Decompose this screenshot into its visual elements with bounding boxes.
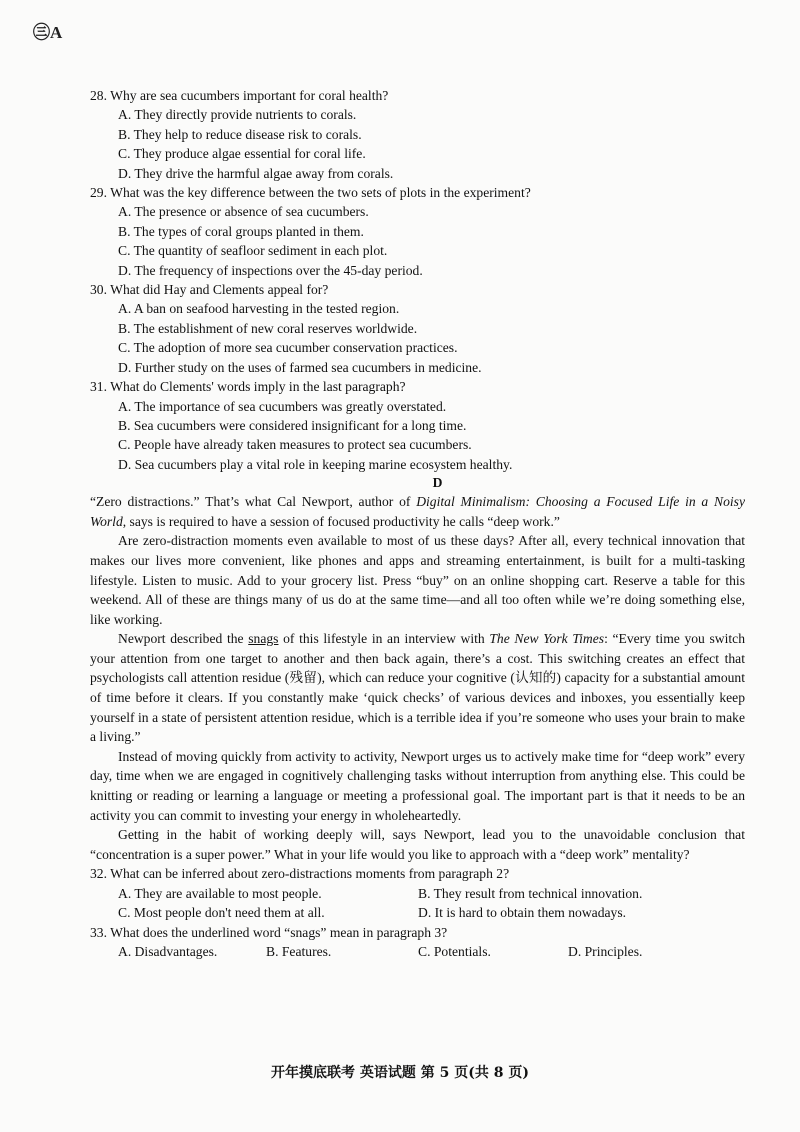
- p3-text-b: of this lifestyle in an interview with: [278, 631, 490, 647]
- page-footer: 开年摸底联考 英语试题 第 5 页(共 8 页): [271, 1065, 529, 1081]
- exam-corner-mark: ㊂A: [33, 23, 63, 42]
- question-28-stem: 28. Why are sea cucumbers important for coral health?: [90, 88, 389, 103]
- question-30-stem: 30. What did Hay and Clements appeal for?: [90, 282, 329, 298]
- question-30-option-a: A. A ban on seafood harvesting in the tested region.: [118, 301, 400, 317]
- question-32-stem: 32. What can be inferred about zero-distractions moments from paragraph 2?: [90, 866, 510, 882]
- passage-paragraph-4: Instead of moving quickly from activity to activity, Newport urges us to actively make time for “deep work” every day, time when we are engaged in cognitively challenging tasks without interruption from anything else. This could be knitting or reading or learning a language or meeting a professional goal. The important part is that it needs to be an activity you can commit to investing your energy in wholeheartedly.: [90, 748, 745, 823]
- question-33-stem: 33. What does the underlined word “snags” mean in paragraph 3?: [90, 924, 448, 940]
- newspaper-title: The New York Times: [489, 631, 605, 647]
- question-32-options-row-1: [90, 884, 745, 903]
- question-29-option-c: C. The quantity of seafloor sediment in each plot.: [118, 243, 388, 259]
- passage-paragraph-3: [90, 629, 745, 747]
- question-28-option-d: D. They drive the harmful algae away from corals.: [118, 165, 394, 181]
- exam-page: [90, 86, 745, 961]
- question-32-option-d: D. It is hard to obtain them nowadays.: [418, 905, 627, 921]
- question-30-option-c: C. The adoption of more sea cucumber conservation practices.: [118, 340, 458, 356]
- question-31-option-b: B. Sea cucumbers were considered insignificant for a long time.: [118, 417, 467, 433]
- question-32-options-row-2: [90, 903, 745, 922]
- question-29-stem: 29. What was the key difference between the two sets of plots in the experiment?: [90, 185, 531, 201]
- question-32-option-a: A. They are available to most people.: [118, 885, 322, 901]
- p1-text-a: “Zero distractions.” That’s what Cal Newport, author of: [90, 494, 417, 510]
- question-32-option-c: C. Most people don't need them at all.: [118, 905, 325, 921]
- question-33-option-b: B. Features.: [266, 944, 332, 960]
- question-30-option-d: D. Further study on the uses of farmed sea cucumbers in medicine.: [118, 359, 482, 375]
- underlined-word-snags: snags: [248, 631, 279, 647]
- p3-text-c: : “Every time you switch your attention from one target to another and then back again, there’s a cost. This switching creates an effect that psychologists call attention residue (残留), which can reduce your cognitive (认知的) capacity for a substantial amount of time before it clears. If you constantly make ‘quick checks’ of various devices and inboxes, you essentially keep yourself in a state of persistent attention residue, which is a terrible idea if you’re someone who uses your brain to make a living.”: [90, 631, 745, 745]
- p1-text-b: , says is required to have a session of focused productivity he calls “deep work.”: [122, 513, 560, 529]
- section-d-title: D: [432, 475, 443, 491]
- question-33-options-row: [90, 942, 745, 961]
- book-title: Digital Minimalism: Choosing a Focused Life in a Noisy World: [90, 494, 745, 529]
- question-31-stem: 31. What do Clements' words imply in the last paragraph?: [90, 379, 406, 395]
- question-33-option-c: C. Potentials.: [418, 944, 491, 960]
- passage-paragraph-5: Getting in the habit of working deeply will, says Newport, lead you to the unavoidable conclusion that “concentration is a super power.” What in your life would you like to approach with a “deep work” mentality?: [90, 827, 745, 862]
- question-29-option-a: A. The presence or absence of sea cucumbers.: [118, 204, 369, 220]
- question-33-option-d: D. Principles.: [568, 944, 643, 960]
- question-29-option-b: B. The types of coral groups planted in them.: [118, 223, 364, 239]
- question-28-option-b: B. They help to reduce disease risk to corals.: [118, 126, 362, 142]
- question-31-option-d: D. Sea cucumbers play a vital role in keeping marine ecosystem healthy.: [118, 456, 513, 472]
- question-28-option-c: C. They produce algae essential for coral life.: [118, 146, 366, 162]
- question-31-option-a: A. The importance of sea cucumbers was greatly overstated.: [118, 398, 447, 414]
- p3-text-a: Newport described the: [118, 631, 249, 647]
- question-29-option-d: D. The frequency of inspections over the 45-day period.: [118, 262, 423, 278]
- passage-paragraph-1: [90, 492, 745, 531]
- question-30-option-b: B. The establishment of new coral reserves worldwide.: [118, 320, 418, 336]
- passage-paragraph-2: Are zero-distraction moments even available to most of us these days? After all, every technical innovation that makes our lives more convenient, like phones and apps and streaming entertainment, is built for a multi-tasking lifestyle. Listen to music. Add to your grocery list. Press “buy” on an online shopping cart. Reserve a table for this weekend. All of these are things many of us do at the same time—and all too often while we’re doing something else, like working.: [90, 533, 745, 627]
- question-32-option-b: B. They result from technical innovation.: [418, 885, 643, 901]
- question-28-option-a: A. They directly provide nutrients to corals.: [118, 107, 357, 123]
- question-31-option-c: C. People have already taken measures to protect sea cucumbers.: [118, 437, 472, 453]
- question-33-option-a: A. Disadvantages.: [118, 944, 218, 960]
